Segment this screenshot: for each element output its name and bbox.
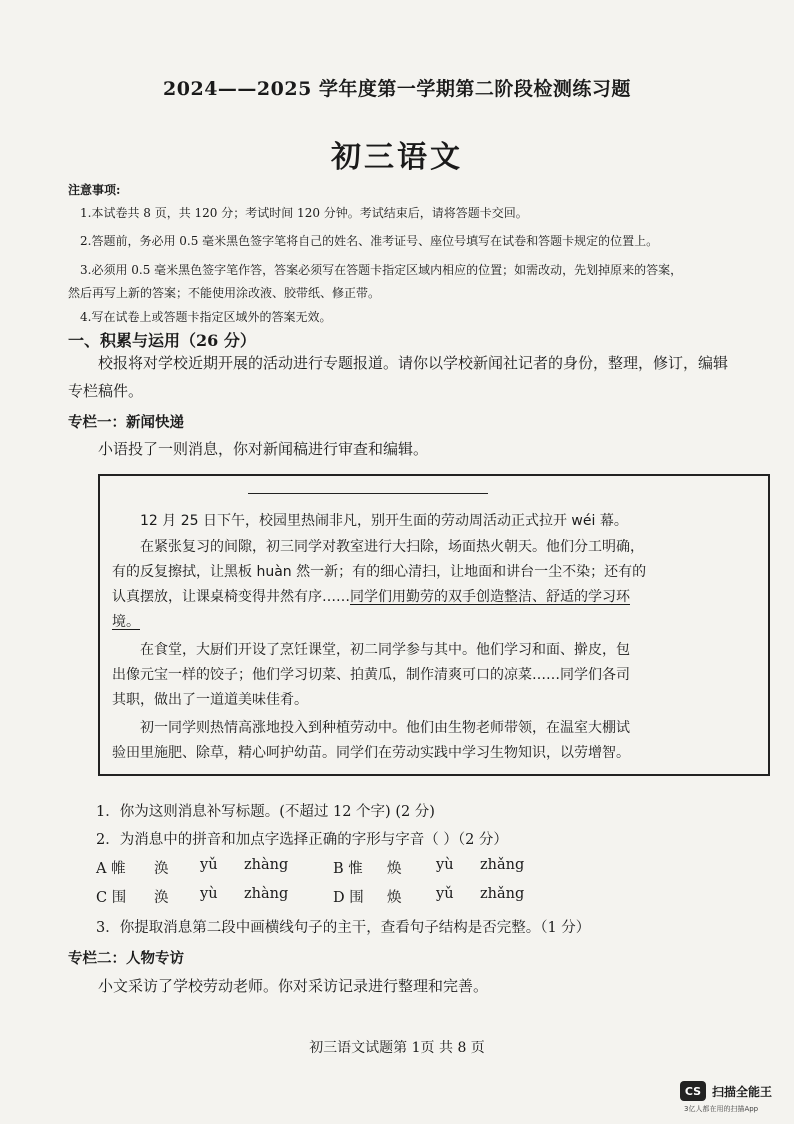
news-line bbox=[112, 586, 630, 606]
option-b-char: 焕 bbox=[387, 861, 402, 877]
section-heading: 一、积累与运用（26 分） bbox=[68, 331, 256, 350]
notice-item: 1.本试卷共 8 页，共 120 分；考试时间 120 分钟。考试结束后，请将答题卡交回。 bbox=[80, 206, 528, 220]
option-a-pinyin: yǔ bbox=[200, 857, 218, 873]
option-a-pinyin: zhàng bbox=[244, 857, 289, 873]
page-footer: 初三语文试题第 1页 共 8 页 bbox=[309, 1040, 485, 1056]
underlined-sentence-end: 境。 bbox=[112, 614, 140, 630]
news-text: 认真摆放，让课桌椅变得井然有序…… bbox=[112, 589, 350, 605]
news-line: 出像元宝一样的饺子；他们学习切菜、拍黄瓜，制作清爽可口的凉菜……同学们各司 bbox=[112, 667, 630, 683]
option-d-char: 焕 bbox=[387, 890, 402, 906]
question-3: 3．你提取消息第二段中画横线句子的主干，查看句子结构是否完整。（1 分） bbox=[96, 920, 591, 936]
option-c-pinyin: zhàng bbox=[244, 886, 289, 902]
option-d-pinyin: zhǎng bbox=[480, 886, 525, 902]
column-heading: 专栏二：人物专访 bbox=[68, 950, 184, 967]
scanner-watermark bbox=[680, 1081, 772, 1101]
option-a-letter: A 帷 bbox=[96, 861, 126, 877]
notice-heading: 注意事项: bbox=[68, 183, 121, 197]
column-heading: 专栏一：新闻快递 bbox=[68, 414, 184, 431]
notice-item: 3.必须用 0.5 毫米黑色签字笔作答，答案必须写在答题卡指定区域内相应的位置；如需改动，先划掉原来的答案， bbox=[80, 263, 683, 277]
subject-title: 初三语文 bbox=[331, 140, 463, 175]
news-line: 初一同学则热情高涨地投入到种植劳动中。他们由生物老师带领，在温室大棚试 bbox=[140, 720, 630, 736]
option-c-pinyin: yù bbox=[200, 886, 218, 902]
option-b-letter: B 惟 bbox=[333, 861, 363, 877]
news-line: 其职，做出了一道道美味佳肴。 bbox=[112, 692, 308, 708]
scanner-app-name: 扫描全能王 bbox=[712, 1084, 773, 1099]
section-intro: 校报将对学校近期开展的活动进行专题报道。请你以学校新闻社记者的身份，整理，修订，编辑 bbox=[98, 354, 729, 372]
option-c-char: 涣 bbox=[154, 890, 169, 906]
news-line: 验田里施肥、除草，精心呵护幼苗。同学们在劳动实践中学习生物知识，以劳增智。 bbox=[112, 745, 630, 761]
news-line: 在紧张复习的间隙，初三同学对教室进行大扫除，场面热火朝天。他们分工明确， bbox=[140, 539, 644, 555]
section-intro: 专栏稿件。 bbox=[68, 382, 144, 400]
option-b-pinyin: yù bbox=[436, 857, 454, 873]
underlined-sentence: 同学们用勤劳的双手创造整洁、舒适的学习环 bbox=[350, 589, 630, 605]
notice-item: 4.写在试卷上或答题卡指定区域外的答案无效。 bbox=[80, 310, 332, 324]
scanner-logo-icon: CS bbox=[680, 1081, 706, 1101]
column-intro: 小语投了一则消息，你对新闻稿进行审查和编辑。 bbox=[98, 440, 429, 458]
question-1: 1．你为这则消息补写标题。(不超过 12 个字) (2 分) bbox=[96, 804, 435, 820]
option-b-pinyin: zhǎng bbox=[480, 857, 525, 873]
option-d-pinyin: yǔ bbox=[436, 886, 454, 902]
title-blank-line bbox=[248, 493, 488, 494]
notice-item: 然后再写上新的答案；不能使用涂改液、胶带纸、修正带。 bbox=[68, 286, 381, 300]
question-2: 2．为消息中的拼音和加点字选择正确的字形与字音（ ）（2 分） bbox=[96, 832, 508, 848]
option-d-letter: D 围 bbox=[333, 890, 364, 906]
option-c-letter: C 围 bbox=[96, 890, 127, 906]
news-line: 在食堂，大厨们开设了烹饪课堂，初二同学参与其中。他们学习和面、擀皮，包 bbox=[140, 642, 630, 658]
news-line: 有的反复擦拭，让黑板 huàn 然一新；有的细心清扫，让地面和讲台一尘不染；还有的 bbox=[112, 564, 647, 580]
scanner-tagline: 3亿人都在用的扫描App bbox=[684, 1105, 759, 1113]
column-intro: 小文采访了学校劳动老师。你对采访记录进行整理和完善。 bbox=[98, 977, 489, 995]
notice-item: 2.答题前，务必用 0.5 毫米黑色签字笔将自己的姓名、准考证号、座位号填写在试卷和答题卡规定的位置上。 bbox=[80, 234, 659, 248]
news-line: 12 月 25 日下午，校园里热闹非凡，别开生面的劳动周活动正式拉开 wéi 幕。 bbox=[140, 513, 628, 529]
exam-title: 2024——2025 学年度第一学期第二阶段检测练习题 bbox=[163, 78, 631, 100]
option-a-char: 涣 bbox=[154, 861, 169, 877]
